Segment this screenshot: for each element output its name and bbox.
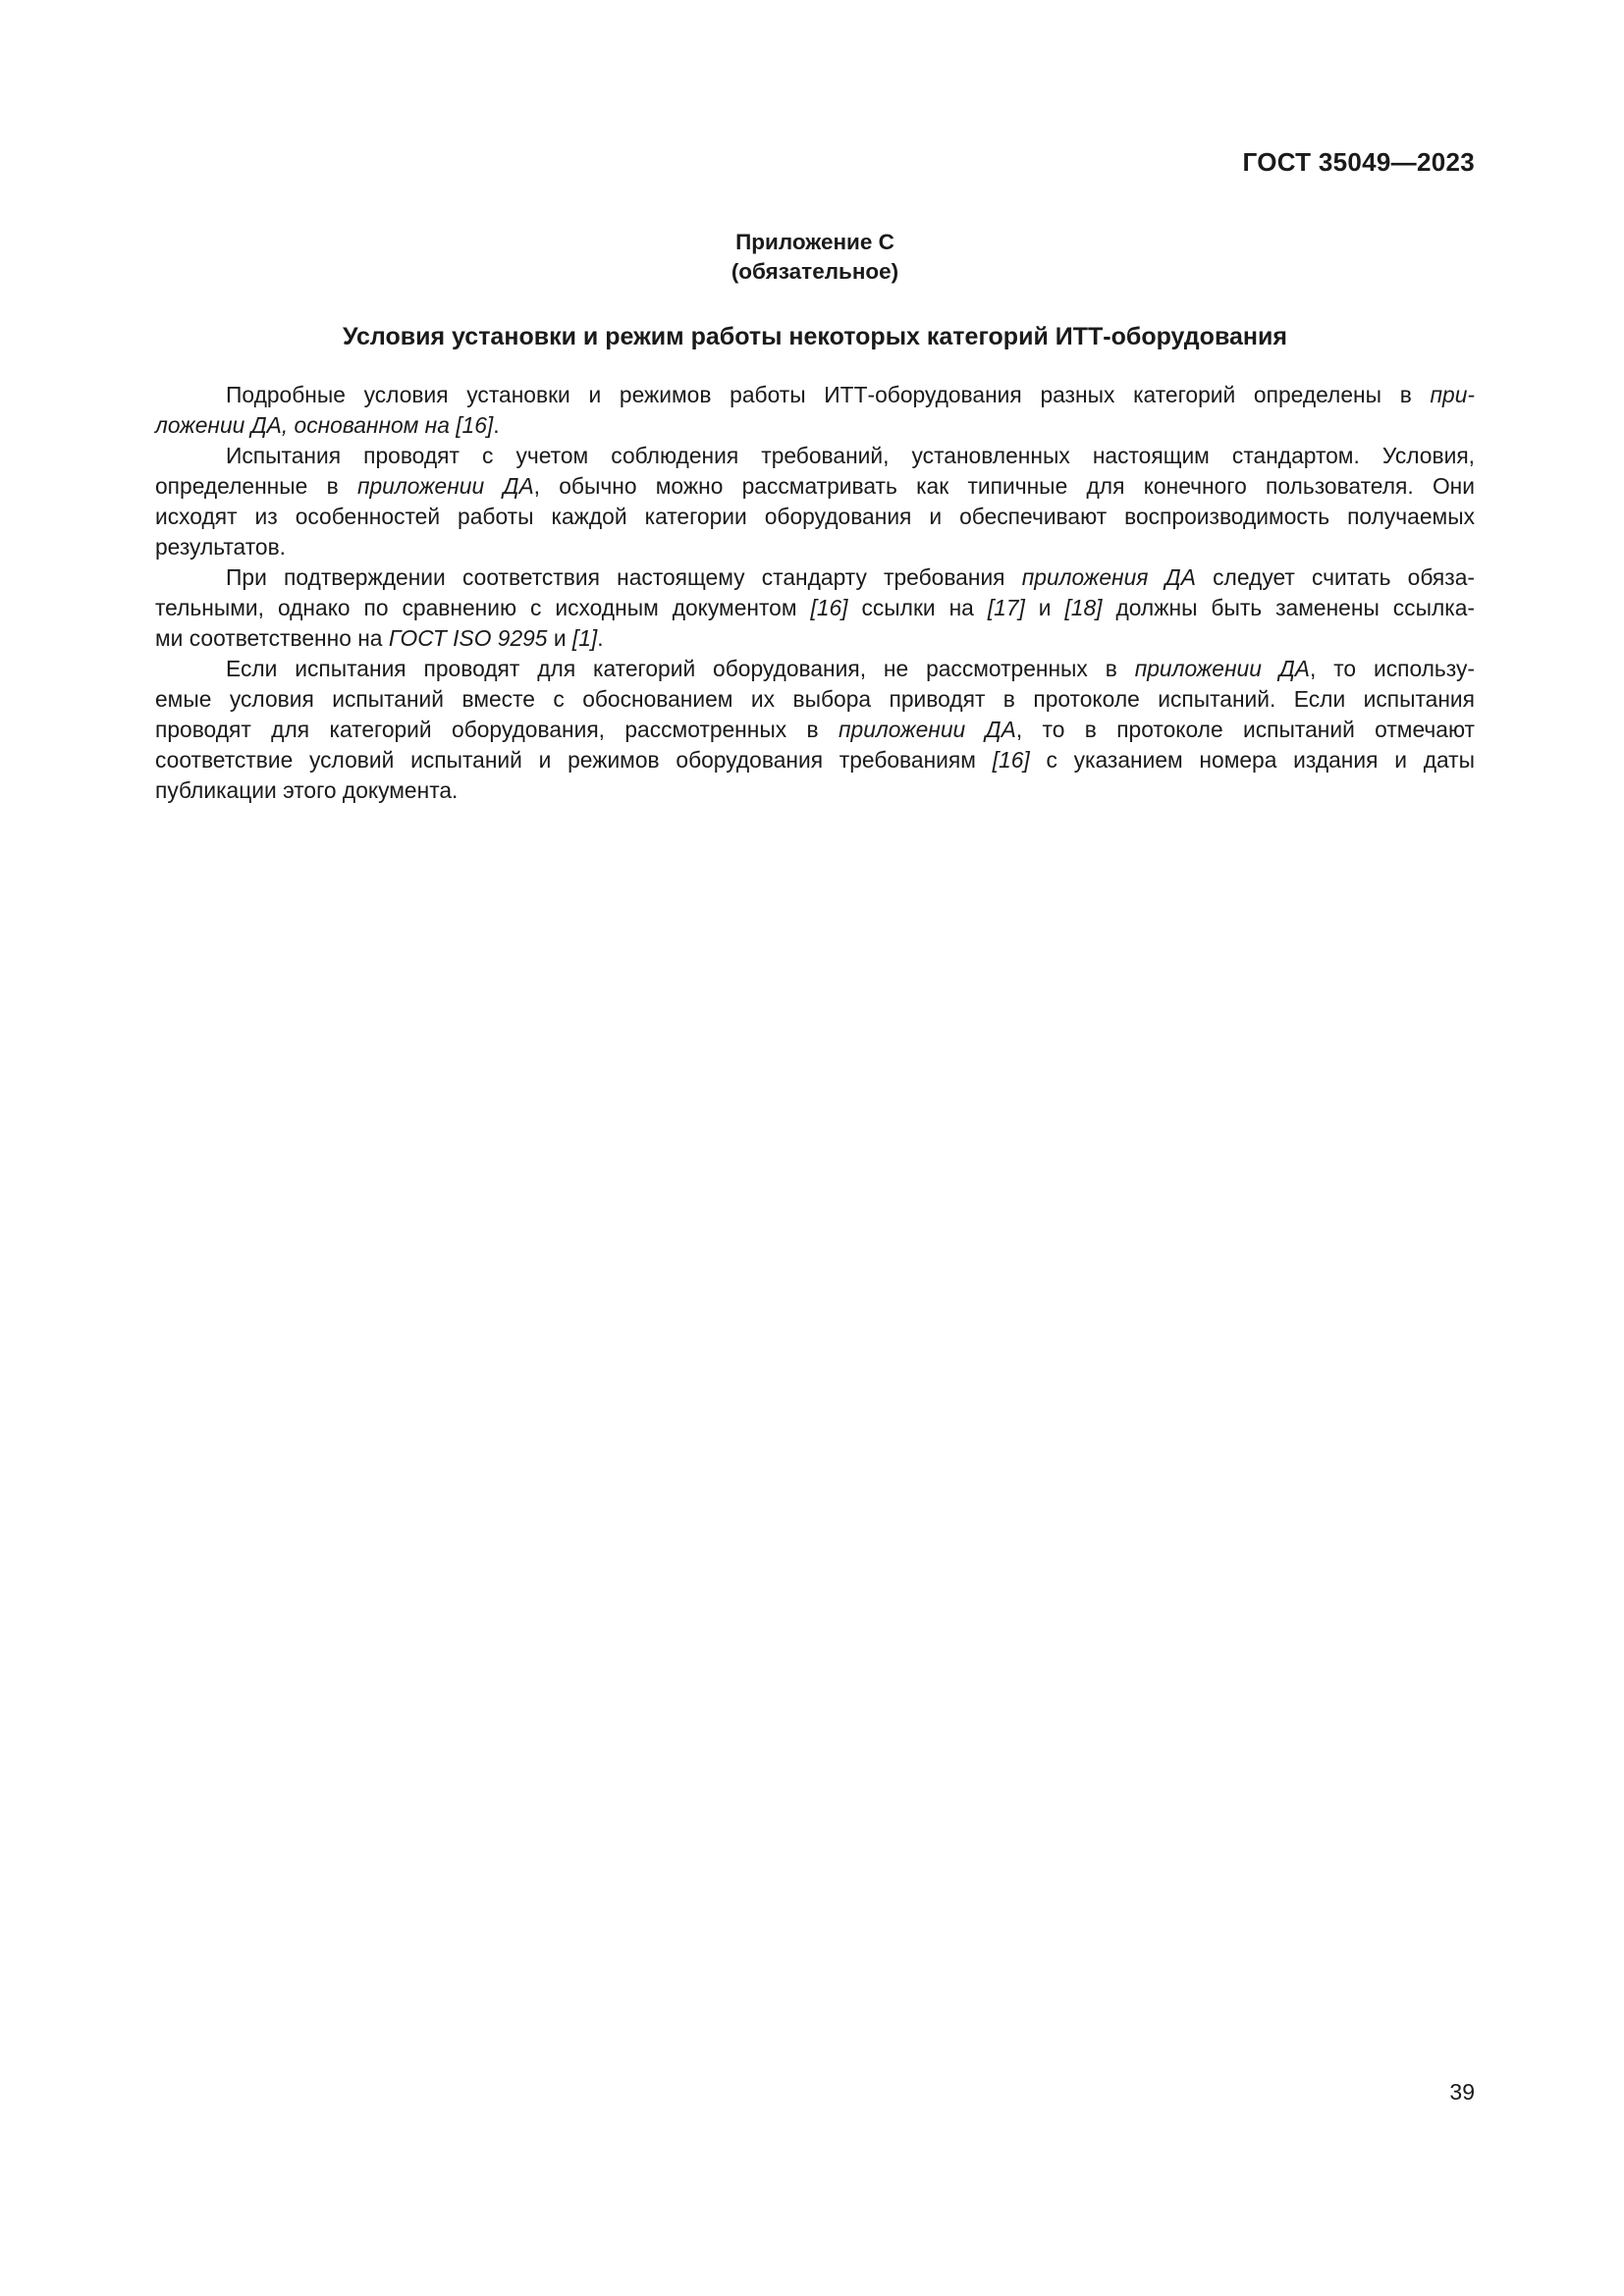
paragraph-4-line-5: публикации этого документа. <box>155 777 459 803</box>
appendix-status: (обязательное) <box>731 259 899 284</box>
paragraph-2-line-3: исходят из особенностей работы каждой категории оборудования и обеспечивают воспроизводимость получаемых <box>155 504 1475 529</box>
bibliography-reference: [18] <box>1064 595 1103 620</box>
bibliography-reference: [1] <box>571 625 598 651</box>
appendix-reference: приложении ДА <box>356 473 534 499</box>
page-number: 39 <box>1449 2079 1475 2105</box>
section-heading: Условия установки и режим работы некоторых категорий ИТТ-оборудования <box>343 323 1287 350</box>
paragraph-1-line-1: Подробные условия установки и режимов работы ИТТ-оборудования разных категорий определены в при- <box>226 382 1475 407</box>
paragraph-2-line-1: Испытания проводят с учетом соблюдения требований, установленных настоящим стандартом. Условия, <box>226 443 1475 468</box>
body-text <box>155 380 1475 806</box>
paragraph-4-line-3: проводят для категорий оборудования, рассмотренных в приложении ДА, то в протоколе испытаний отмечают <box>155 717 1475 742</box>
paragraph-2-line-4: результатов. <box>155 534 287 560</box>
appendix-title: Приложение С <box>735 230 894 254</box>
appendix-reference: приложении ДА <box>838 717 1016 742</box>
paragraph-4-line-2: емые условия испытаний вместе с обоснованием их выбора приводят в протоколе испытаний. Если испытания <box>155 686 1475 712</box>
paragraph-3-line-1: При подтверждении соответствия настоящему стандарту требования приложения ДА следует считать обяза- <box>226 564 1475 590</box>
paragraph-4-line-1: Если испытания проводят для категорий оборудования, не рассмотренных в приложении ДА, то использу- <box>226 656 1475 681</box>
appendix-title-block <box>155 228 1475 287</box>
paragraph-4-line-4: соответствие условий испытаний и режимов оборудования требованиям [16] с указанием номера издания и даты <box>155 747 1475 773</box>
bibliography-reference: [16] <box>810 595 848 620</box>
appendix-reference: приложении ДА <box>1134 656 1311 681</box>
paragraph-1-line-2: ложении ДА, основанном на [16]. <box>155 412 500 438</box>
bibliography-reference: [16] <box>992 747 1030 773</box>
document-code: ГОСТ 35049—2023 <box>1242 147 1475 177</box>
paragraph-2-line-2: определенные в приложении ДА, обычно можно рассматривать как типичные для конечного пользователя. Они <box>155 473 1475 499</box>
appendix-reference: приложения ДА <box>1021 564 1196 590</box>
appendix-reference: ложении ДА, основанном на [16] <box>155 412 494 438</box>
paragraph-3-line-3: ми соответственно на ГОСТ ISO 9295 и [1]. <box>155 625 604 651</box>
paragraph-3-line-2: тельными, однако по сравнению с исходным документом [16] ссылки на [17] и [18] должны быть заменены ссылка- <box>155 595 1475 620</box>
standard-reference: ГОСТ ISO 9295 <box>388 625 548 651</box>
bibliography-reference: [17] <box>987 595 1025 620</box>
appendix-reference: при- <box>1430 382 1475 407</box>
